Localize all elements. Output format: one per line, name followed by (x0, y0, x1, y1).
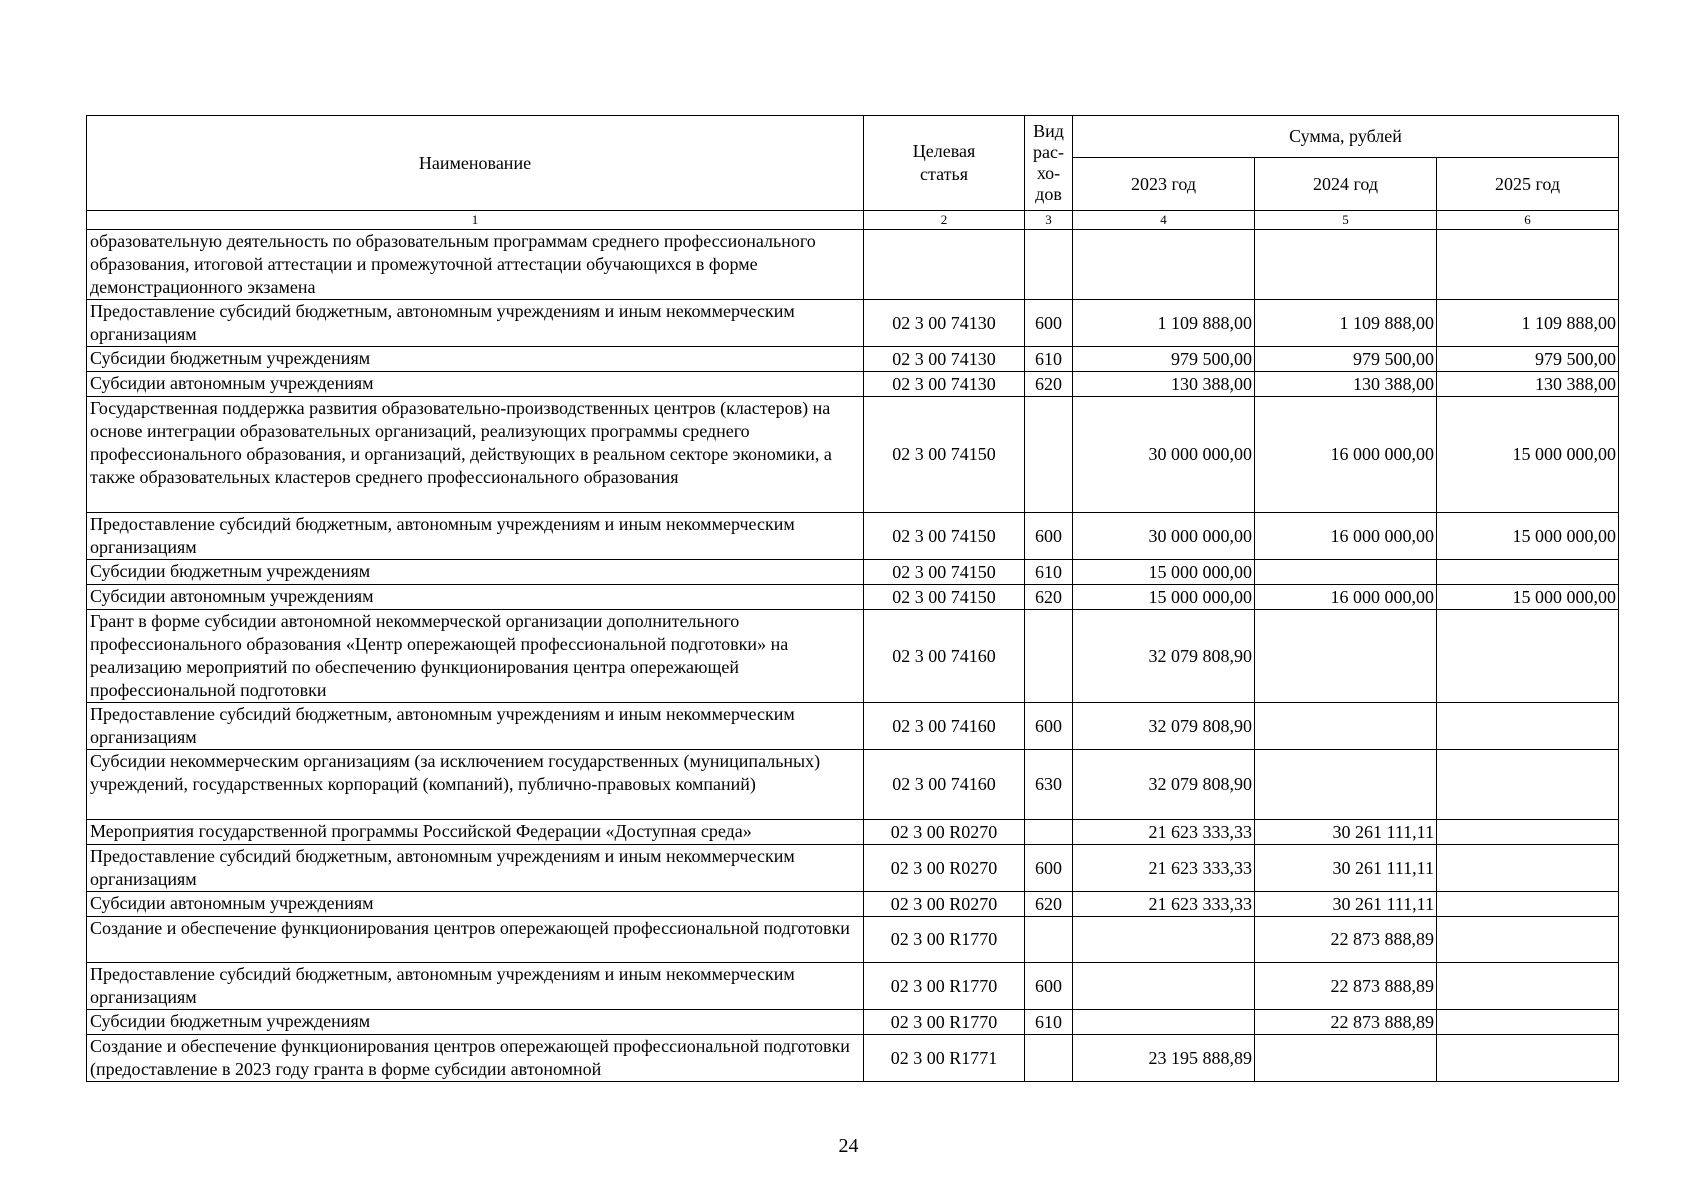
table-row (87, 703, 1619, 750)
row-sum-2025 (1437, 230, 1619, 300)
row-target-article: 02 3 00 R1770 (864, 963, 1025, 1010)
row-expense-kind: 620 (1025, 892, 1073, 917)
row-target-article: 02 3 00 R1770 (864, 1010, 1025, 1035)
table-body (87, 230, 1619, 1082)
row-sum-2023: 32 079 808,90 (1073, 703, 1255, 750)
row-expense-kind: 600 (1025, 513, 1073, 560)
table-row (87, 347, 1619, 372)
row-sum-2025 (1437, 892, 1619, 917)
row-sum-2024: 16 000 000,00 (1255, 397, 1437, 513)
row-sum-2025: 15 000 000,00 (1437, 585, 1619, 610)
row-name: Субсидии автономным учреждениям (87, 585, 864, 610)
row-sum-2024: 22 873 888,89 (1255, 1010, 1437, 1035)
row-sum-2023: 21 623 333,33 (1073, 845, 1255, 892)
column-number: 1 (87, 211, 864, 230)
row-target-article: 02 3 00 74150 (864, 585, 1025, 610)
row-sum-2023: 21 623 333,33 (1073, 892, 1255, 917)
column-number: 6 (1437, 211, 1619, 230)
row-sum-2025: 130 388,00 (1437, 372, 1619, 397)
row-sum-2023 (1073, 230, 1255, 300)
row-target-article: 02 3 00 R1770 (864, 917, 1025, 963)
row-name: Государственная поддержка развития образовательно-производственных центров (кластеров) на основе интеграции образовательных организаций, реализующих программы среднего профессионального образования, и организаций, действующих в реальном секторе экономики, а также образовательных кластеров среднего профессионального образования (87, 397, 864, 513)
row-target-article: 02 3 00 R1771 (864, 1035, 1025, 1082)
row-name: Создание и обеспечение функционирования центров опережающей профессиональной подготовки (предоставление в 2023 году гранта в форме субсидии автономной (87, 1035, 864, 1082)
row-sum-2024: 22 873 888,89 (1255, 963, 1437, 1010)
row-sum-2023 (1073, 917, 1255, 963)
row-sum-2024: 30 261 111,11 (1255, 845, 1437, 892)
row-target-article: 02 3 00 R0270 (864, 845, 1025, 892)
row-sum-2025: 15 000 000,00 (1437, 513, 1619, 560)
row-sum-2024 (1255, 703, 1437, 750)
table-row (87, 300, 1619, 347)
row-expense-kind: 630 (1025, 750, 1073, 820)
row-target-article: 02 3 00 R0270 (864, 820, 1025, 845)
row-name: Субсидии бюджетным учреждениям (87, 347, 864, 372)
row-sum-2023: 30 000 000,00 (1073, 397, 1255, 513)
row-expense-kind (1025, 610, 1073, 703)
header-name: Наименование (87, 116, 864, 211)
row-sum-2025 (1437, 845, 1619, 892)
header-target-article (864, 116, 1025, 211)
row-sum-2025: 979 500,00 (1437, 347, 1619, 372)
row-sum-2025 (1437, 963, 1619, 1010)
row-name: Субсидии автономным учреждениям (87, 372, 864, 397)
row-sum-2025 (1437, 703, 1619, 750)
row-name: Предоставление субсидий бюджетным, автономным учреждениям и иным некоммерческим организациям (87, 963, 864, 1010)
row-target-article: 02 3 00 74150 (864, 397, 1025, 513)
row-name: Субсидии бюджетным учреждениям (87, 560, 864, 585)
table-row (87, 963, 1619, 1010)
row-name: Субсидии автономным учреждениям (87, 892, 864, 917)
row-expense-kind (1025, 230, 1073, 300)
header-expense-kind-label: Вид рас-хо-дов (1033, 121, 1064, 204)
header-target-article-label: Целевая статья (912, 141, 976, 184)
row-expense-kind (1025, 820, 1073, 845)
row-sum-2025 (1437, 820, 1619, 845)
column-number: 4 (1073, 211, 1255, 230)
row-target-article: 02 3 00 74160 (864, 703, 1025, 750)
row-name: Грант в форме субсидии автономной некоммерческой организации дополнительного профессионального образования «Центр опережающей профессиональной подготовки» на реализацию мероприятий по обеспечению функционирования центра опережающей профессиональной подготовки (87, 610, 864, 703)
row-name: Предоставление субсидий бюджетным, автономным учреждениям и иным некоммерческим организациям (87, 845, 864, 892)
row-sum-2023 (1073, 963, 1255, 1010)
row-sum-2024: 130 388,00 (1255, 372, 1437, 397)
row-target-article: 02 3 00 74130 (864, 300, 1025, 347)
row-target-article: 02 3 00 74150 (864, 513, 1025, 560)
header-expense-kind (1025, 116, 1073, 211)
column-number: 5 (1255, 211, 1437, 230)
row-sum-2024: 16 000 000,00 (1255, 513, 1437, 560)
row-expense-kind (1025, 1035, 1073, 1082)
table-row (87, 820, 1619, 845)
row-sum-2025 (1437, 750, 1619, 820)
header-sum: Сумма, рублей (1073, 116, 1619, 158)
row-expense-kind: 600 (1025, 300, 1073, 347)
row-sum-2024 (1255, 230, 1437, 300)
row-sum-2024 (1255, 750, 1437, 820)
table-row (87, 372, 1619, 397)
row-sum-2025 (1437, 560, 1619, 585)
table-row (87, 1010, 1619, 1035)
row-expense-kind: 600 (1025, 703, 1073, 750)
row-sum-2024: 30 261 111,11 (1255, 892, 1437, 917)
row-expense-kind: 600 (1025, 963, 1073, 1010)
table-row (87, 917, 1619, 963)
table-row (87, 750, 1619, 820)
row-target-article: 02 3 00 74130 (864, 372, 1025, 397)
row-expense-kind: 600 (1025, 845, 1073, 892)
row-sum-2025: 15 000 000,00 (1437, 397, 1619, 513)
row-sum-2025 (1437, 1010, 1619, 1035)
row-sum-2023: 32 079 808,90 (1073, 610, 1255, 703)
row-sum-2024 (1255, 610, 1437, 703)
row-expense-kind: 620 (1025, 372, 1073, 397)
row-sum-2025: 1 109 888,00 (1437, 300, 1619, 347)
row-name: образовательную деятельность по образовательным программам среднего профессионального образования, итоговой аттестации и промежуточной аттестации обучающихся в форме демонстрационного экзамена (87, 230, 864, 300)
row-sum-2023: 23 195 888,89 (1073, 1035, 1255, 1082)
row-name: Предоставление субсидий бюджетным, автономным учреждениям и иным некоммерческим организациям (87, 513, 864, 560)
column-number: 2 (864, 211, 1025, 230)
row-sum-2025 (1437, 917, 1619, 963)
row-sum-2023 (1073, 1010, 1255, 1035)
row-expense-kind: 610 (1025, 1010, 1073, 1035)
header-year-2023: 2023 год (1073, 158, 1255, 211)
row-expense-kind (1025, 397, 1073, 513)
row-sum-2024 (1255, 1035, 1437, 1082)
row-sum-2025 (1437, 1035, 1619, 1082)
table-row (87, 585, 1619, 610)
table-row (87, 1035, 1619, 1082)
row-expense-kind: 620 (1025, 585, 1073, 610)
row-sum-2023: 15 000 000,00 (1073, 585, 1255, 610)
header-year-2024: 2024 год (1255, 158, 1437, 211)
row-sum-2023: 979 500,00 (1073, 347, 1255, 372)
row-target-article: 02 3 00 74150 (864, 560, 1025, 585)
row-sum-2024: 22 873 888,89 (1255, 917, 1437, 963)
column-number-row (87, 211, 1619, 230)
row-sum-2023: 1 109 888,00 (1073, 300, 1255, 347)
row-sum-2023: 21 623 333,33 (1073, 820, 1255, 845)
row-sum-2025 (1437, 610, 1619, 703)
row-name: Предоставление субсидий бюджетным, автономным учреждениям и иным некоммерческим организациям (87, 703, 864, 750)
row-target-article (864, 230, 1025, 300)
row-name: Предоставление субсидий бюджетным, автономным учреждениям и иным некоммерческим организациям (87, 300, 864, 347)
row-sum-2023: 15 000 000,00 (1073, 560, 1255, 585)
table-row (87, 397, 1619, 513)
budget-table (86, 115, 1619, 1082)
row-sum-2024: 979 500,00 (1255, 347, 1437, 372)
budget-table-container (86, 115, 1618, 1082)
row-sum-2023: 32 079 808,90 (1073, 750, 1255, 820)
row-target-article: 02 3 00 74160 (864, 750, 1025, 820)
table-row (87, 610, 1619, 703)
header-year-2025: 2025 год (1437, 158, 1619, 211)
table-row (87, 845, 1619, 892)
row-sum-2024: 1 109 888,00 (1255, 300, 1437, 347)
row-name: Субсидии некоммерческим организациям (за исключением государственных (муниципальных) учреждений, государственных корпораций (компаний), публично-правовых компаний) (87, 750, 864, 820)
table-row (87, 560, 1619, 585)
column-number: 3 (1025, 211, 1073, 230)
table-row (87, 513, 1619, 560)
row-sum-2024 (1255, 560, 1437, 585)
row-name: Субсидии бюджетным учреждениям (87, 1010, 864, 1035)
row-expense-kind: 610 (1025, 347, 1073, 372)
row-name: Создание и обеспечение функционирования центров опережающей профессиональной подготовки (87, 917, 864, 963)
table-row (87, 230, 1619, 300)
row-target-article: 02 3 00 R0270 (864, 892, 1025, 917)
row-name: Мероприятия государственной программы Российской Федерации «Доступная среда» (87, 820, 864, 845)
row-sum-2024: 16 000 000,00 (1255, 585, 1437, 610)
page-number: 24 (838, 1135, 859, 1157)
row-sum-2023: 130 388,00 (1073, 372, 1255, 397)
row-expense-kind (1025, 917, 1073, 963)
row-sum-2024: 30 261 111,11 (1255, 820, 1437, 845)
row-expense-kind: 610 (1025, 560, 1073, 585)
row-sum-2023: 30 000 000,00 (1073, 513, 1255, 560)
table-row (87, 892, 1619, 917)
row-target-article: 02 3 00 74160 (864, 610, 1025, 703)
row-target-article: 02 3 00 74130 (864, 347, 1025, 372)
